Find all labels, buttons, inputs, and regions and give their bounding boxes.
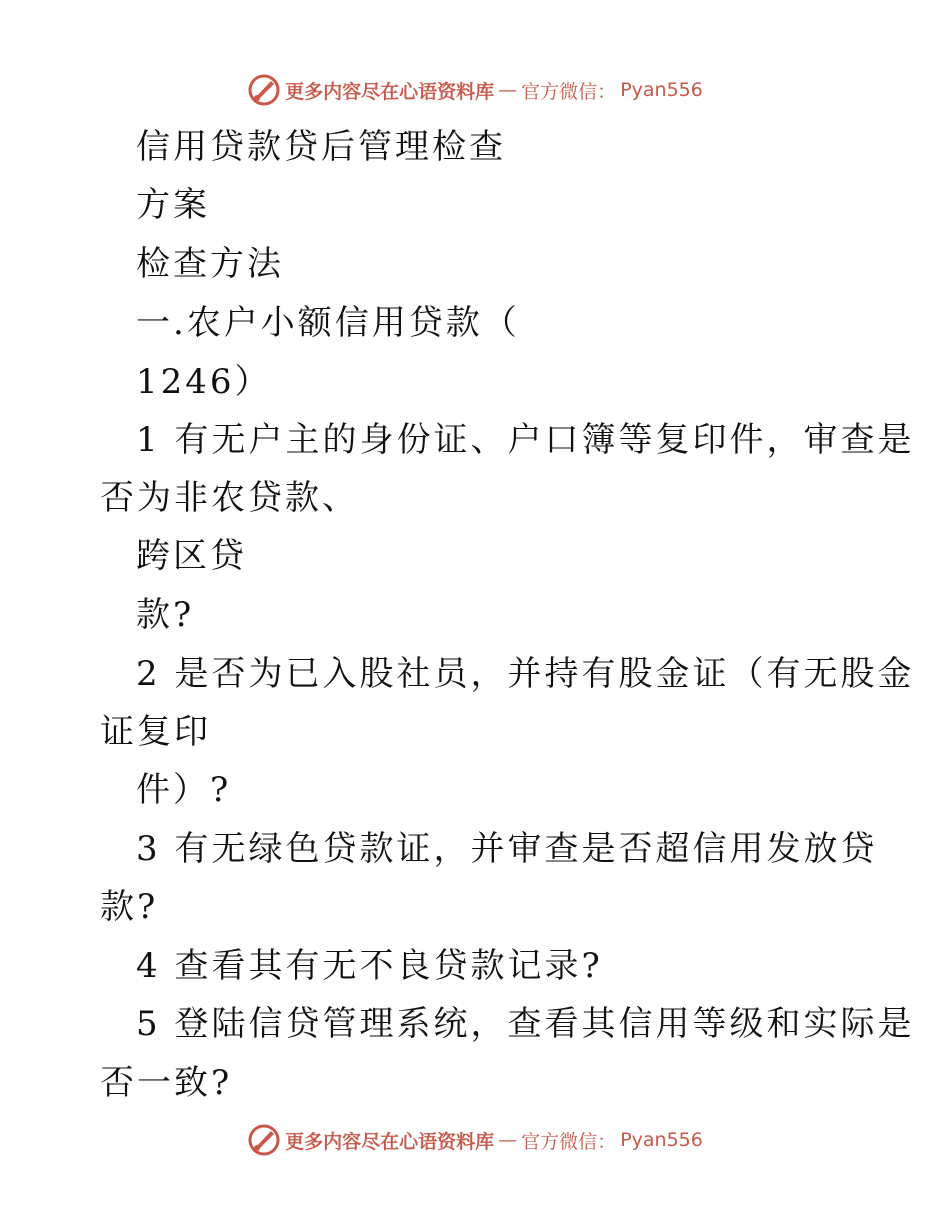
watermark-text: 更多内容尽在心语资料库	[285, 80, 495, 103]
watermark-text: 更多内容尽在心语资料库	[285, 1130, 495, 1153]
watermark-wechat-label: 官方微信：	[521, 1130, 617, 1153]
item-2-line-2: 证复印	[100, 712, 211, 752]
subsection-heading-cont: 1246）	[136, 362, 272, 402]
brush-logo-icon	[247, 1123, 281, 1157]
item-1-line-1: 1 有无户主的身份证、户口簿等复印件，审查是	[136, 420, 915, 460]
watermark-wechat-id: Pyan556	[620, 79, 703, 101]
doc-title-line-2: 方案	[136, 185, 210, 225]
item-5-line-2: 否一致?	[100, 1063, 233, 1103]
section-heading: 检查方法	[136, 244, 284, 284]
item-2-line-1: 2 是否为已入股社员，并持有股金证（有无股金	[136, 654, 915, 694]
item-1-line-3: 跨区贷	[136, 536, 247, 576]
footer-watermark	[0, 1120, 950, 1160]
watermark-wechat-id: Pyan556	[620, 1129, 703, 1151]
watermark-dash: —	[498, 79, 518, 101]
watermark-group	[247, 73, 703, 107]
item-3-line-2: 款?	[100, 887, 159, 927]
item-1-line-4: 款?	[136, 595, 195, 635]
item-3-line-1: 3 有无绿色贷款证，并审查是否超信用发放贷	[136, 829, 878, 869]
watermark-wechat-label: 官方微信：	[521, 80, 617, 103]
doc-title-line-1: 信用贷款贷后管理检查	[136, 127, 506, 167]
item-2-line-3: 件）?	[136, 770, 232, 810]
item-4-line-1: 4 查看其有无不良贷款记录?	[136, 946, 603, 986]
header-watermark	[0, 70, 950, 110]
subsection-heading: 一.农户小额信用贷款（	[136, 303, 520, 343]
item-1-line-2: 否为非农贷款、	[100, 478, 359, 518]
watermark-dash: —	[498, 1129, 518, 1151]
watermark-group-bottom	[247, 1123, 703, 1157]
item-5-line-1: 5 登陆信贷管理系统，查看其信用等级和实际是	[136, 1004, 915, 1044]
brush-logo-icon	[247, 73, 281, 107]
